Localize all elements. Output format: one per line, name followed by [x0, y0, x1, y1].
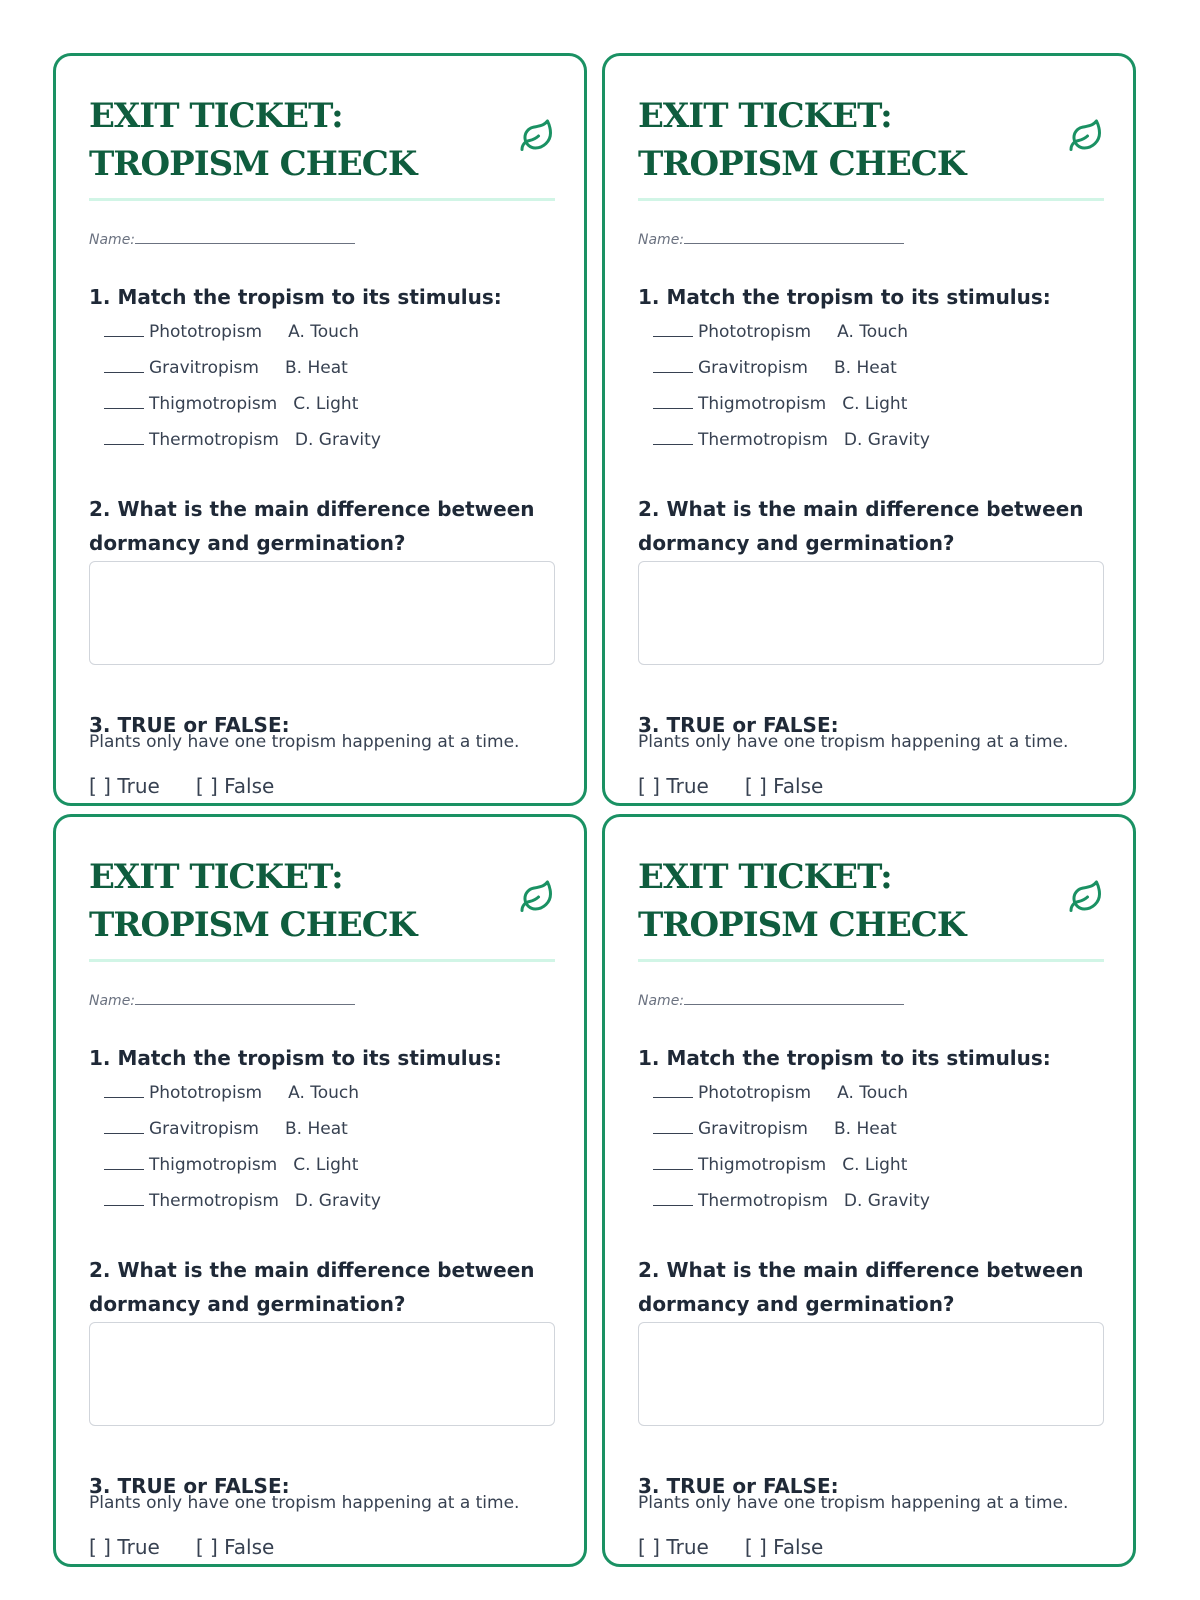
match-row: [104, 430, 381, 466]
tropism-label: Thigmotropism: [698, 1155, 827, 1175]
tropism-label: Thermotropism: [149, 430, 279, 450]
match-row: [653, 394, 907, 430]
leaf-icon: [519, 118, 555, 154]
name-label: Name:: [89, 993, 136, 1009]
false-option[interactable]: [ ] False: [744, 774, 824, 798]
true-false-options: [89, 1535, 310, 1559]
stimulus-label: C. Light: [293, 1155, 359, 1175]
question-2-heading: 2. What is the main difference between dormancy and germination?: [638, 497, 1084, 555]
tropism-label: Gravitropism: [149, 358, 259, 378]
match-row: [653, 430, 930, 466]
tropism-label: Phototropism: [149, 322, 263, 342]
name-field[interactable]: [638, 229, 904, 248]
match-blank[interactable]: [104, 358, 144, 373]
name-blank[interactable]: [684, 990, 904, 1005]
match-row: [653, 1083, 908, 1119]
tropism-label: Gravitropism: [698, 358, 808, 378]
true-false-statement: Plants only have one tropism happening at a time.: [89, 1493, 520, 1513]
tropism-label: Thermotropism: [149, 1191, 279, 1211]
ticket-header: [89, 853, 555, 962]
match-blank[interactable]: [653, 1083, 693, 1098]
question-1-heading: 1. Match the tropism to its stimulus:: [638, 285, 1051, 309]
stimulus-label: B. Heat: [833, 1119, 897, 1139]
stimulus-label: A. Touch: [837, 322, 909, 342]
match-row: [653, 1119, 897, 1155]
true-option[interactable]: [ ] True: [638, 774, 709, 798]
name-blank[interactable]: [684, 229, 904, 244]
true-false-options: [89, 774, 310, 798]
true-false-statement: Plants only have one tropism happening at a time.: [89, 732, 520, 752]
true-false-statement: Plants only have one tropism happening at a time.: [638, 732, 1069, 752]
true-false-statement: Plants only have one tropism happening at a time.: [638, 1493, 1069, 1513]
tropism-label: Thigmotropism: [149, 1155, 278, 1175]
exit-ticket-4: [602, 814, 1136, 1567]
ticket-header: [89, 92, 555, 201]
match-blank[interactable]: [104, 322, 144, 337]
match-blank[interactable]: [653, 322, 693, 337]
ticket-header: [638, 853, 1104, 962]
match-blank[interactable]: [104, 430, 144, 445]
name-blank[interactable]: [135, 990, 355, 1005]
leaf-icon: [519, 879, 555, 915]
match-blank[interactable]: [653, 1155, 693, 1170]
tropism-label: Gravitropism: [149, 1119, 259, 1139]
match-row: [653, 1191, 930, 1227]
match-blank[interactable]: [653, 358, 693, 373]
tropism-label: Thermotropism: [698, 430, 828, 450]
stimulus-label: D. Gravity: [294, 430, 381, 450]
question-3-heading: 3. TRUE or FALSE:: [638, 1474, 839, 1498]
match-row: [104, 1119, 348, 1155]
tropism-label: Thigmotropism: [149, 394, 278, 414]
false-option[interactable]: [ ] False: [195, 1535, 275, 1559]
question-3-heading: 3. TRUE or FALSE:: [89, 713, 290, 737]
name-label: Name:: [89, 232, 136, 248]
stimulus-label: A. Touch: [288, 1083, 360, 1103]
answer-box[interactable]: [638, 561, 1104, 665]
match-blank[interactable]: [653, 1119, 693, 1134]
answer-box[interactable]: [89, 1322, 555, 1426]
stimulus-label: C. Light: [293, 394, 359, 414]
match-row: [104, 1191, 381, 1227]
ticket-title: EXIT TICKET: TROPISM CHECK: [638, 96, 966, 184]
question-3-heading: 3. TRUE or FALSE:: [89, 1474, 290, 1498]
match-row: [104, 1155, 358, 1191]
match-blank[interactable]: [104, 1155, 144, 1170]
ticket-title: EXIT TICKET: TROPISM CHECK: [638, 857, 966, 945]
stimulus-label: D. Gravity: [843, 430, 930, 450]
name-label: Name:: [638, 993, 685, 1009]
match-row: [653, 358, 897, 394]
true-option[interactable]: [ ] True: [89, 1535, 160, 1559]
name-field[interactable]: [638, 990, 904, 1009]
exit-ticket-3: [53, 814, 587, 1567]
leaf-icon: [1068, 879, 1104, 915]
stimulus-label: A. Touch: [837, 1083, 909, 1103]
match-blank[interactable]: [104, 1119, 144, 1134]
match-row: [104, 358, 348, 394]
question-3-heading: 3. TRUE or FALSE:: [638, 713, 839, 737]
true-false-options: [638, 1535, 859, 1559]
match-blank[interactable]: [104, 1083, 144, 1098]
question-1-heading: 1. Match the tropism to its stimulus:: [89, 285, 502, 309]
question-2-heading: 2. What is the main difference between dormancy and germination?: [638, 1258, 1084, 1316]
match-row: [653, 1155, 907, 1191]
ticket-title: EXIT TICKET: TROPISM CHECK: [89, 857, 417, 945]
false-option[interactable]: [ ] False: [744, 1535, 824, 1559]
question-2-heading: 2. What is the main difference between dormancy and germination?: [89, 497, 535, 555]
leaf-icon: [1068, 118, 1104, 154]
stimulus-label: C. Light: [842, 1155, 908, 1175]
tropism-label: Thermotropism: [698, 1191, 828, 1211]
question-2-heading: 2. What is the main difference between dormancy and germination?: [89, 1258, 535, 1316]
tropism-label: Phototropism: [698, 322, 812, 342]
match-blank[interactable]: [104, 1191, 144, 1206]
true-option[interactable]: [ ] True: [89, 774, 160, 798]
question-1-heading: 1. Match the tropism to its stimulus:: [638, 1046, 1051, 1070]
tropism-label: Phototropism: [698, 1083, 812, 1103]
match-blank[interactable]: [653, 430, 693, 445]
match-row: [104, 322, 359, 358]
tropism-label: Phototropism: [149, 1083, 263, 1103]
answer-box[interactable]: [89, 561, 555, 665]
match-row: [653, 322, 908, 358]
tropism-label: Gravitropism: [698, 1119, 808, 1139]
ticket-title: EXIT TICKET: TROPISM CHECK: [89, 96, 417, 184]
match-blank[interactable]: [104, 394, 144, 409]
stimulus-label: D. Gravity: [294, 1191, 381, 1211]
name-label: Name:: [638, 232, 685, 248]
match-row: [104, 394, 358, 430]
stimulus-label: D. Gravity: [843, 1191, 930, 1211]
false-option[interactable]: [ ] False: [195, 774, 275, 798]
true-false-options: [638, 774, 859, 798]
answer-box[interactable]: [638, 1322, 1104, 1426]
stimulus-label: C. Light: [842, 394, 908, 414]
true-option[interactable]: [ ] True: [638, 1535, 709, 1559]
name-field[interactable]: [89, 229, 355, 248]
name-blank[interactable]: [135, 229, 355, 244]
stimulus-label: B. Heat: [284, 1119, 348, 1139]
stimulus-label: B. Heat: [833, 358, 897, 378]
question-1-heading: 1. Match the tropism to its stimulus:: [89, 1046, 502, 1070]
match-blank[interactable]: [653, 394, 693, 409]
name-field[interactable]: [89, 990, 355, 1009]
match-blank[interactable]: [653, 1191, 693, 1206]
exit-ticket-2: [602, 53, 1136, 806]
tropism-label: Thigmotropism: [698, 394, 827, 414]
match-row: [104, 1083, 359, 1119]
exit-ticket-1: [53, 53, 587, 806]
ticket-header: [638, 92, 1104, 201]
stimulus-label: A. Touch: [288, 322, 360, 342]
stimulus-label: B. Heat: [284, 358, 348, 378]
